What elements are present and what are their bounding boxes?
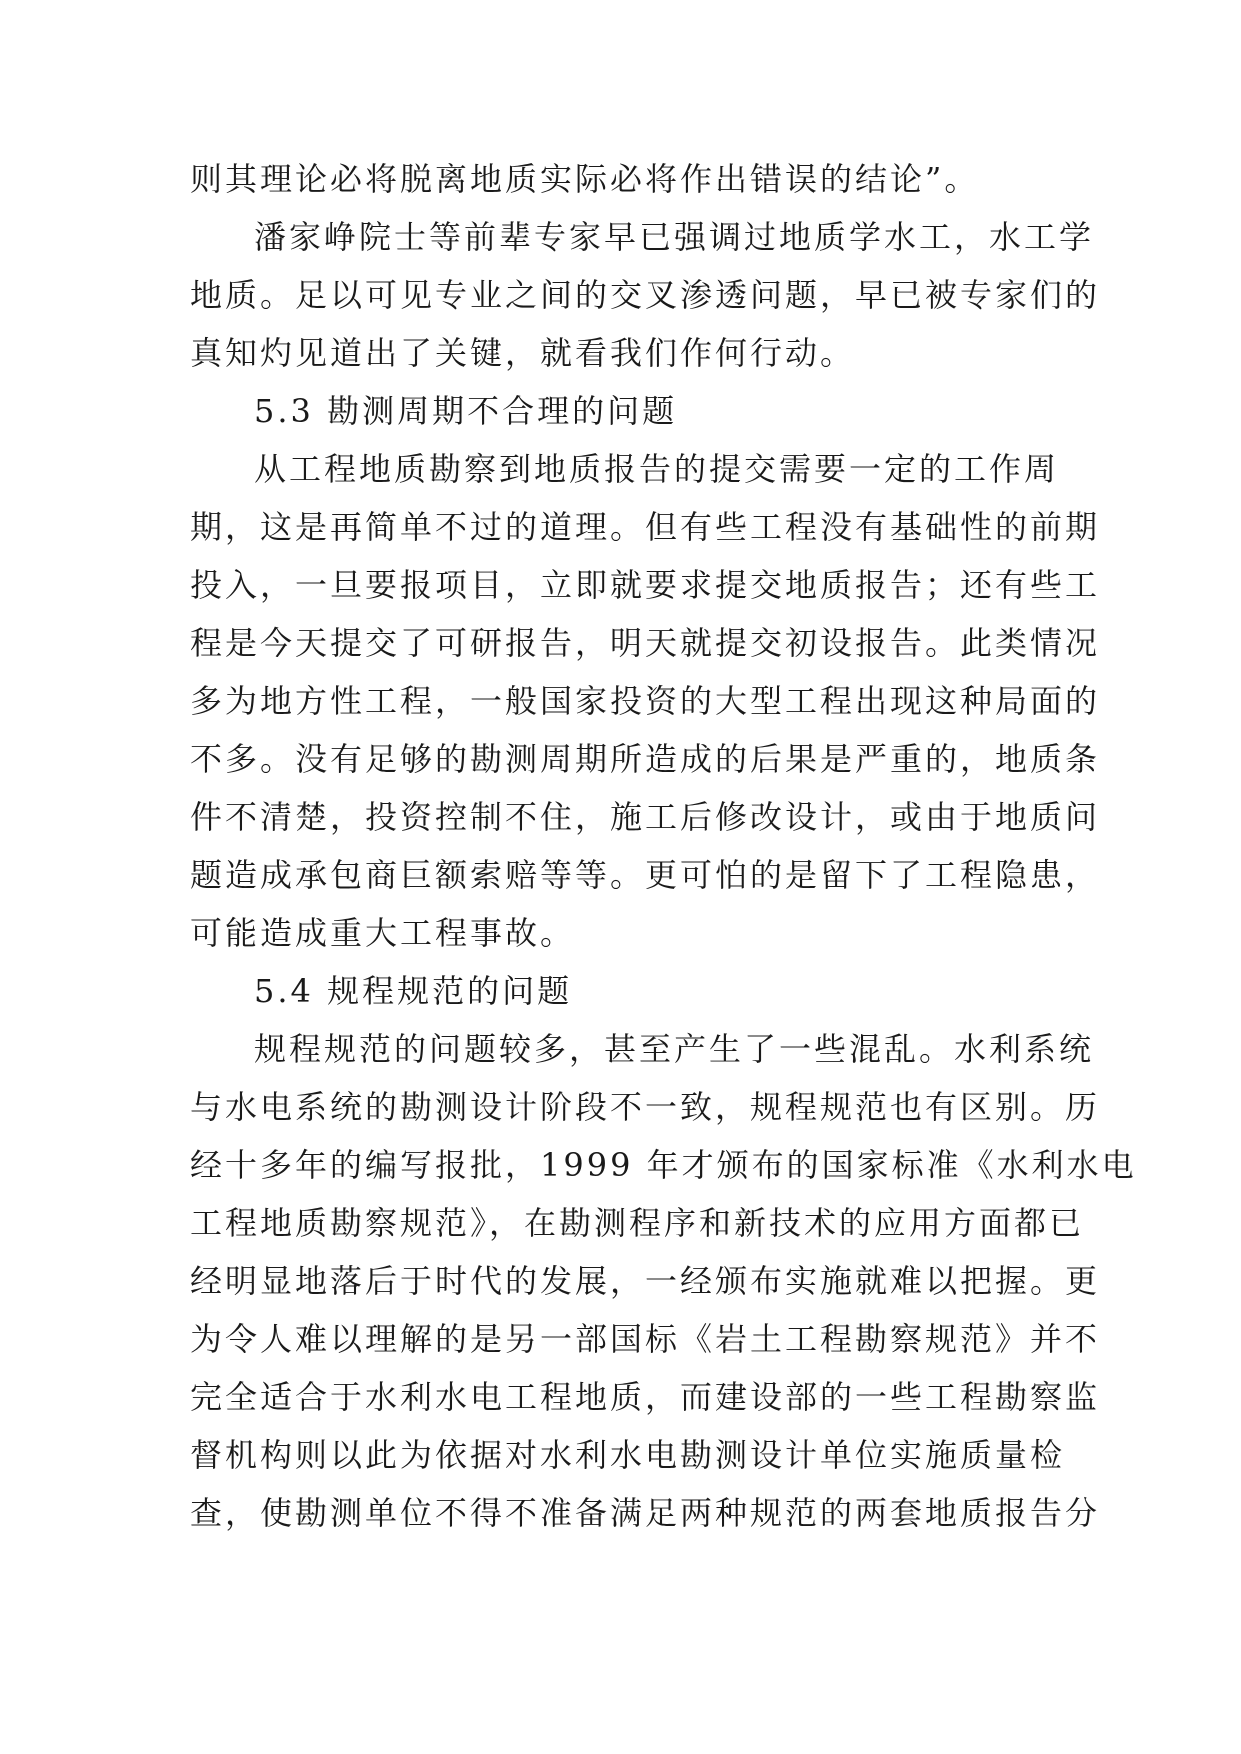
text-line: 完全适合于水利水电工程地质，而建设部的一些工程勘察监 xyxy=(190,1378,1101,1416)
text-line: 地质。足以可见专业之间的交叉渗透问题，早已被专家们的 xyxy=(190,276,1101,314)
text-line: 件不清楚，投资控制不住，施工后修改设计，或由于地质问 xyxy=(190,798,1101,836)
text-line: 多为地方性工程，一般国家投资的大型工程出现这种局面的 xyxy=(190,682,1101,720)
text-line: 查，使勘测单位不得不准备满足两种规范的两套地质报告分 xyxy=(190,1494,1101,1532)
text-line: 为令人难以理解的是另一部国标《岩土工程勘察规范》并不 xyxy=(190,1320,1101,1358)
paragraph-start-line: 规程规范的问题较多，甚至产生了一些混乱。水利系统 xyxy=(254,1030,1095,1068)
paragraph-start-line: 从工程地质勘察到地质报告的提交需要一定的工作周 xyxy=(254,450,1060,488)
text-line: 则其理论必将脱离地质实际必将作出错误的结论”。 xyxy=(190,160,980,198)
text-line: 投入，一旦要报项目，立即就要求提交地质报告；还有些工 xyxy=(190,566,1101,604)
body-text xyxy=(190,150,1137,1542)
text-line: 期，这是再简单不过的道理。但有些工程没有基础性的前期 xyxy=(190,508,1101,546)
paragraph-start-line: 潘家峥院士等前辈专家早已强调过地质学水工，水工学 xyxy=(254,218,1095,256)
section-heading-5-4: 5.4 规程规范的问题 xyxy=(254,972,573,1010)
text-line: 不多。没有足够的勘测周期所造成的后果是严重的，地质条 xyxy=(190,740,1101,778)
section-heading-5-3: 5.3 勘测周期不合理的问题 xyxy=(254,392,678,430)
text-line: 真知灼见道出了关键，就看我们作何行动。 xyxy=(190,334,856,372)
text-line: 经十多年的编写报批，1999 年才颁布的国家标准《水利水电 xyxy=(190,1146,1137,1184)
text-line: 工程地质勘察规范》，在勘测程序和新技术的应用方面都已 xyxy=(190,1204,1085,1242)
text-line: 与水电系统的勘测设计阶段不一致，规程规范也有区别。历 xyxy=(190,1088,1101,1126)
text-line: 经明显地落后于时代的发展，一经颁布实施就难以把握。更 xyxy=(190,1262,1101,1300)
text-line: 程是今天提交了可研报告，明天就提交初设报告。此类情况 xyxy=(190,624,1101,662)
text-line: 题造成承包商巨额索赔等等。更可怕的是留下了工程隐患， xyxy=(190,856,1101,894)
text-line: 可能造成重大工程事故。 xyxy=(190,914,576,952)
text-line: 督机构则以此为依据对水利水电勘测设计单位实施质量检 xyxy=(190,1436,1066,1474)
